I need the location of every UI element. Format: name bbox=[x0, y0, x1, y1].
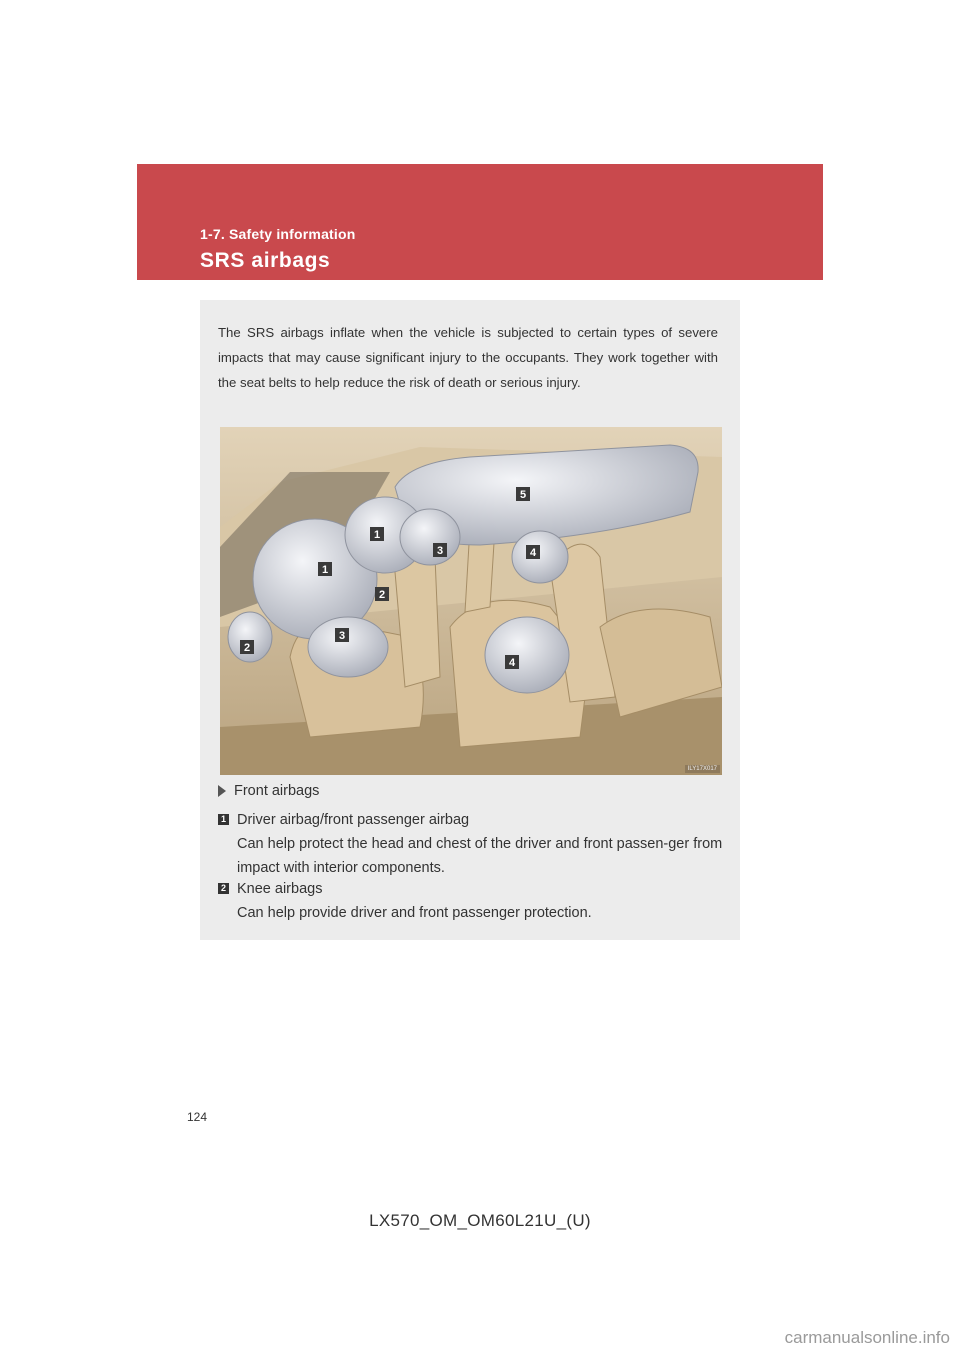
list-item bbox=[218, 808, 732, 880]
list-heading bbox=[218, 783, 319, 799]
svg-text:1: 1 bbox=[321, 564, 329, 576]
svg-text:3: 3 bbox=[338, 630, 346, 642]
item-title: Driver airbag/front passenger airbag bbox=[237, 812, 470, 828]
watermark: carmanualsonline.info bbox=[784, 1328, 950, 1347]
section-header bbox=[137, 164, 823, 280]
vehicle-interior-drawing bbox=[220, 427, 722, 775]
svg-text:1: 1 bbox=[373, 529, 381, 541]
marker-1-passenger bbox=[370, 527, 384, 541]
marker-2-driver-knee bbox=[240, 640, 254, 654]
page-number: 124 bbox=[187, 1110, 208, 1124]
marker-2-passenger-knee bbox=[375, 587, 389, 601]
svg-text:3: 3 bbox=[436, 545, 444, 557]
document-code: LX570_OM_OM60L21U_(U) bbox=[369, 1211, 591, 1230]
svg-text:4: 4 bbox=[529, 547, 537, 559]
item-description: Can help provide driver and front passenger protection. bbox=[237, 905, 592, 921]
svg-text:4: 4 bbox=[508, 657, 516, 669]
list-item bbox=[218, 877, 732, 925]
section-label: 1-7. Safety information bbox=[200, 226, 356, 242]
marker-5-curtain bbox=[516, 487, 530, 501]
arrow-right-icon bbox=[218, 785, 226, 797]
list-heading-text: Front airbags bbox=[234, 783, 320, 799]
item-number-badge: 2 bbox=[218, 883, 229, 894]
item-title: Knee airbags bbox=[237, 881, 323, 897]
item-number-badge: 1 bbox=[218, 814, 229, 825]
airbag-illustration bbox=[220, 427, 722, 775]
marker-4-rear-upper bbox=[526, 545, 540, 559]
marker-3-passenger bbox=[433, 543, 447, 557]
svg-text:5: 5 bbox=[519, 489, 527, 501]
item-description: Can help protect the head and chest of the driver and front passen-ger from impact with interior components. bbox=[237, 836, 723, 876]
intro-paragraph: The SRS airbags inflate when the vehicle is subjected to certain types of severe impacts that may cause significant injury to the occupants. They work together with the seat belts to help reduce the risk of death or serious injury. bbox=[218, 325, 718, 390]
marker-1-driver bbox=[318, 562, 332, 576]
content-panel bbox=[200, 300, 740, 940]
illustration-code: ILY17X017 bbox=[685, 765, 720, 773]
svg-text:2: 2 bbox=[243, 642, 251, 654]
marker-4-rear-lower bbox=[505, 655, 519, 669]
svg-text:2: 2 bbox=[378, 589, 386, 601]
marker-3-driver bbox=[335, 628, 349, 642]
page-title: SRS airbags bbox=[200, 249, 331, 272]
